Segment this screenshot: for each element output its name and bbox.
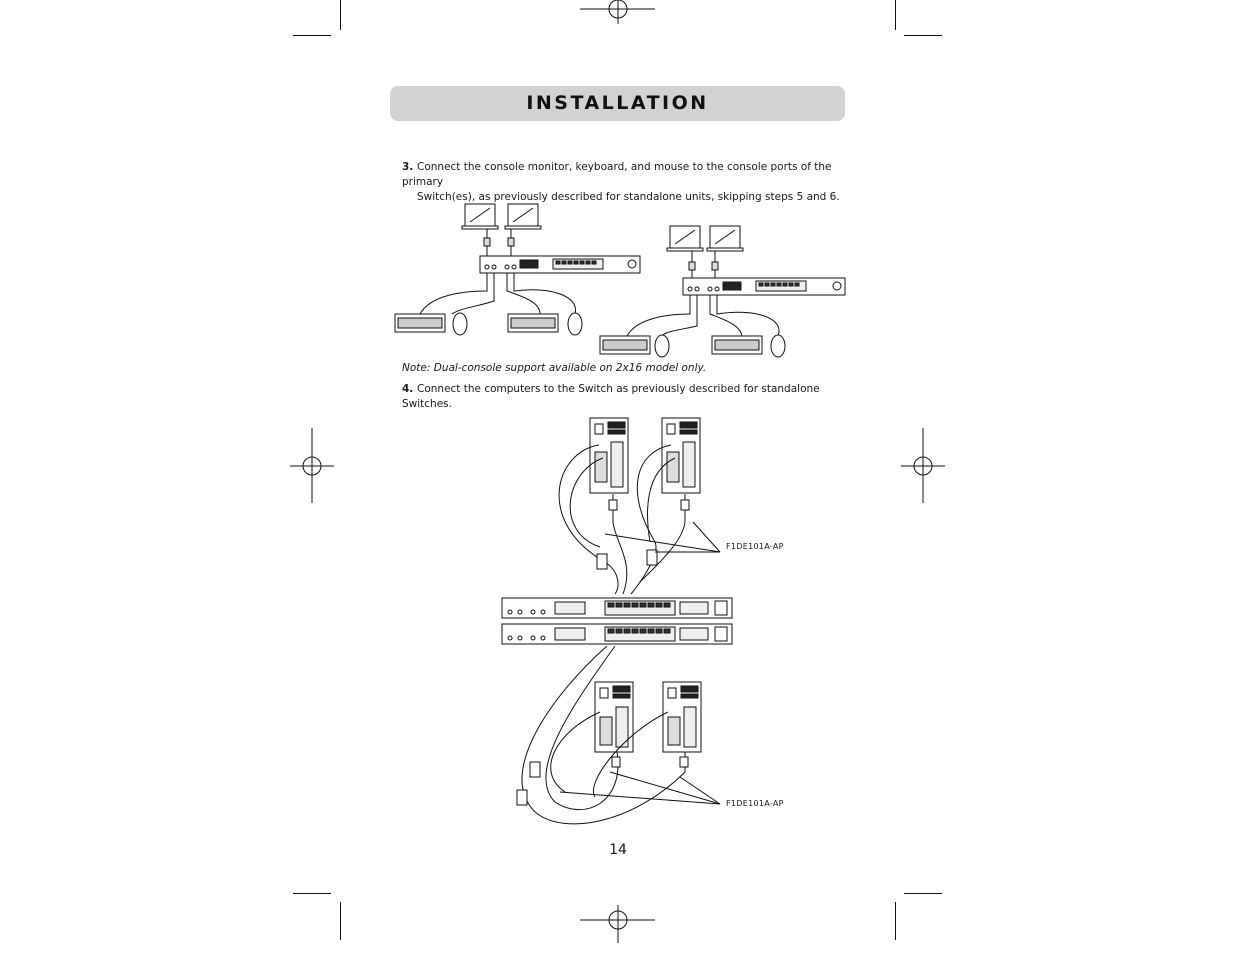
step-number: 4. bbox=[402, 383, 414, 395]
note-text: Note: Dual-console support available on 2x16 model only. bbox=[402, 362, 707, 374]
keyboard-icon bbox=[395, 314, 445, 332]
step-number: 3. bbox=[402, 161, 414, 173]
monitor-icon bbox=[505, 204, 541, 229]
registration-mark-bottom bbox=[580, 905, 655, 943]
cable-callout-bottom: F1DE101A-AP bbox=[726, 799, 784, 808]
computer-tower-icon bbox=[590, 418, 628, 493]
registration-mark-top bbox=[580, 0, 655, 24]
computer-tower-icon bbox=[595, 682, 633, 752]
monitor-icon bbox=[707, 226, 743, 251]
cable-callout-top: F1DE101A-AP bbox=[726, 542, 784, 551]
keyboard-icon bbox=[508, 314, 558, 332]
kvm-switch-icon bbox=[502, 624, 732, 644]
computer-tower-icon bbox=[663, 682, 701, 752]
kvm-switch-icon bbox=[480, 256, 640, 273]
console-group-right bbox=[600, 226, 845, 357]
monitor-icon bbox=[667, 226, 703, 251]
mouse-icon bbox=[655, 335, 669, 357]
keyboard-icon bbox=[600, 336, 650, 354]
kvm-switch-icon bbox=[502, 598, 732, 618]
kvm-switch-icon bbox=[683, 278, 845, 295]
section-title: INSTALLATION bbox=[526, 92, 709, 114]
section-header bbox=[390, 86, 845, 121]
computer-tower-icon bbox=[662, 418, 700, 493]
dual-console-diagram bbox=[390, 196, 850, 361]
computer-connection-diagram bbox=[495, 412, 755, 842]
step-text-continued: Switch(es), as previously described for standalone units, skipping steps 5 and 6. bbox=[417, 191, 840, 203]
console-group-left bbox=[395, 204, 640, 335]
step-text: Connect the computers to the Switch as previously described for standalone Switches. bbox=[402, 383, 820, 410]
step-text: Connect the console monitor, keyboard, and mouse to the console ports of the primary bbox=[402, 161, 832, 188]
keyboard-icon bbox=[712, 336, 762, 354]
mouse-icon bbox=[453, 313, 467, 335]
mouse-icon bbox=[568, 313, 582, 335]
page-number: 14 bbox=[609, 842, 627, 858]
monitor-icon bbox=[462, 204, 498, 229]
registration-mark-left bbox=[290, 428, 334, 503]
step-4 bbox=[402, 382, 852, 412]
registration-mark-right bbox=[901, 428, 945, 503]
mouse-icon bbox=[771, 335, 785, 357]
